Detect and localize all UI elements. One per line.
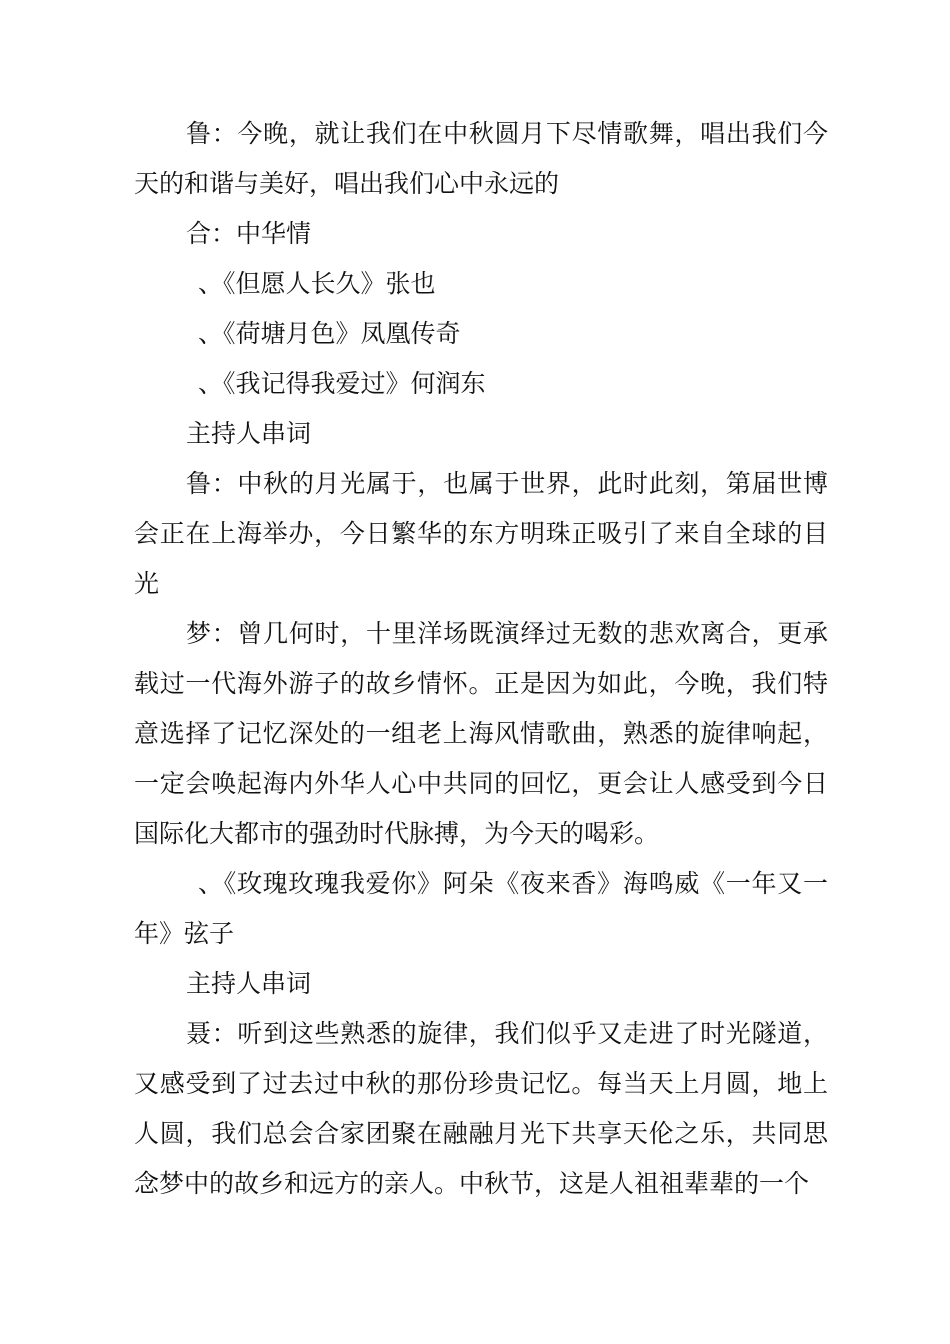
program-item-1: 、《但愿人长久》张也 [198, 269, 436, 298]
paragraph-lu-opening: 鲁：今晚，就让我们在中秋圆月下尽情歌舞，唱出我们今天的和谐与美好，唱出我们心中永远的 [134, 119, 828, 198]
paragraph-together: 合：中华情 [186, 219, 312, 248]
section-heading-host-script-2: 主持人串词 [186, 969, 312, 998]
section-heading-host-script-1: 主持人串词 [186, 419, 312, 448]
program-item-3: 、《我记得我爱过》何润东 [198, 369, 486, 398]
paragraph-meng-shanghai: 梦：曾几何时，十里洋场既演绎过无数的悲欢离合，更承载过一代海外游子的故乡情怀。正是因为如此，今晚，我们特意选择了记忆深处的一组老上海风情歌曲，熟悉的旋律响起，一定会唤起海内外华人心中共同的回忆，更会让人感受到今日国际化大都市的强劲时代脉搏，为今天的喝彩。 [134, 619, 828, 848]
paragraph-nie-memories: 聂：听到这些熟悉的旋律，我们似乎又走进了时光隧道，又感受到了过去过中秋的那份珍贵记忆。每当天上月圆，地上人圆，我们总会合家团聚在融融月光下共享天伦之乐，共同思念梦中的故乡和远方的亲人。中秋节，这是人祖祖辈辈的一个 [134, 1019, 828, 1198]
document-body [134, 109, 828, 1209]
program-item-2: 、《荷塘月色》凤凰传奇 [198, 319, 461, 348]
paragraph-lu-moonlight: 鲁：中秋的月光属于，也属于世界，此时此刻，第届世博会正在上海举办，今日繁华的东方明珠正吸引了来自全球的目光 [134, 469, 828, 598]
program-item-4: 、《玫瑰玫瑰我爱你》阿朵《夜来香》海鸣威《一年又一年》弦子 [134, 869, 828, 948]
